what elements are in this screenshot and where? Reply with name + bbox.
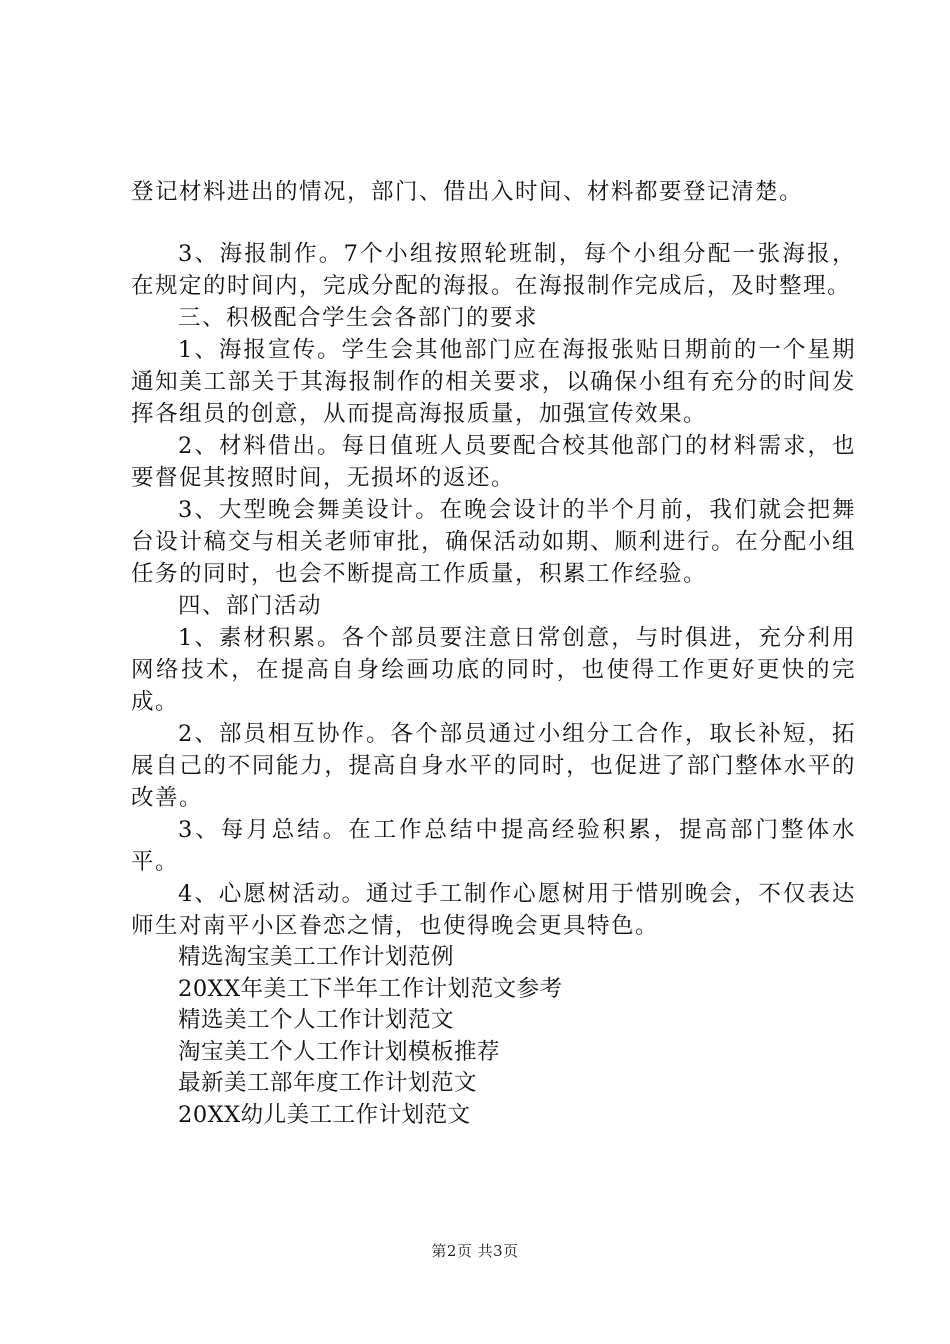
related-links-list [131, 942, 856, 1131]
document-body [131, 238, 856, 1131]
paragraph-stage-design: 3、大型晚会舞美设计。在晚会设计的半个月前，我们就会把舞台设计稿交与相关老师审批，确保活动如期、顺利进行。在分配小组任务的同时，也会不断提高工作质量，积累工作经验。 [131, 497, 856, 587]
paragraph-material-lending: 2、材料借出。每日值班人员要配合校其他部门的材料需求，也要督促其按照时间，无损坏的返还。 [131, 433, 856, 491]
related-link[interactable]: 20XX幼儿美工工作计划范文 [178, 1101, 471, 1128]
related-link[interactable]: 淘宝美工个人工作计划模板推荐 [178, 1038, 501, 1065]
section-heading-activities: 四、部门活动 [178, 593, 323, 619]
paragraph-poster-promotion: 1、海报宣传。学生会其他部门应在海报张贴日期前的一个星期通知美工部关于其海报制作的相关要求，以确保小组有充分的时间发挥各组员的创意，从而提高海报质量，加强宣传效果。 [131, 337, 856, 427]
related-link[interactable]: 20XX年美工下半年工作计划范文参考 [178, 975, 563, 1002]
related-link[interactable]: 精选美工个人工作计划范文 [178, 1007, 455, 1033]
paragraph-material-accumulation: 1、素材积累。各个部员要注意日常创意，与时俱进，充分利用网络技术，在提高自身绘画功底的同时，也使得工作更好更快的完成。 [131, 625, 856, 715]
related-link[interactable]: 最新美工部年度工作计划范文 [178, 1070, 478, 1096]
paragraph-continuation: 登记材料进出的情况，部门、借出入时间、材料都要登记清楚。 [131, 179, 804, 205]
continued-paragraph [131, 176, 856, 208]
related-link[interactable]: 精选淘宝美工工作计划范例 [178, 944, 455, 970]
paragraph-collaboration: 2、部员相互协作。各个部员通过小组分工合作，取长补短，拓展自己的不同能力，提高自身水平的同时，也促进了部门整体水平的改善。 [131, 721, 856, 811]
page-number: 第2页 共3页 [431, 1242, 519, 1260]
paragraph-wish-tree: 4、心愿树活动。通过手工制作心愿树用于惜别晚会，不仅表达师生对南平小区眷恋之情，也使得晚会更具特色。 [131, 881, 856, 939]
section-heading-cooperation: 三、积极配合学生会各部门的要求 [178, 305, 539, 331]
paragraph-poster-making: 3、海报制作。7个小组按照轮班制，每个小组分配一张海报，在规定的时间内，完成分配的海报。在海报制作完成后，及时整理。 [131, 241, 856, 299]
paragraph-monthly-summary: 3、每月总结。在工作总结中提高经验积累，提高部门整体水平。 [131, 817, 856, 875]
